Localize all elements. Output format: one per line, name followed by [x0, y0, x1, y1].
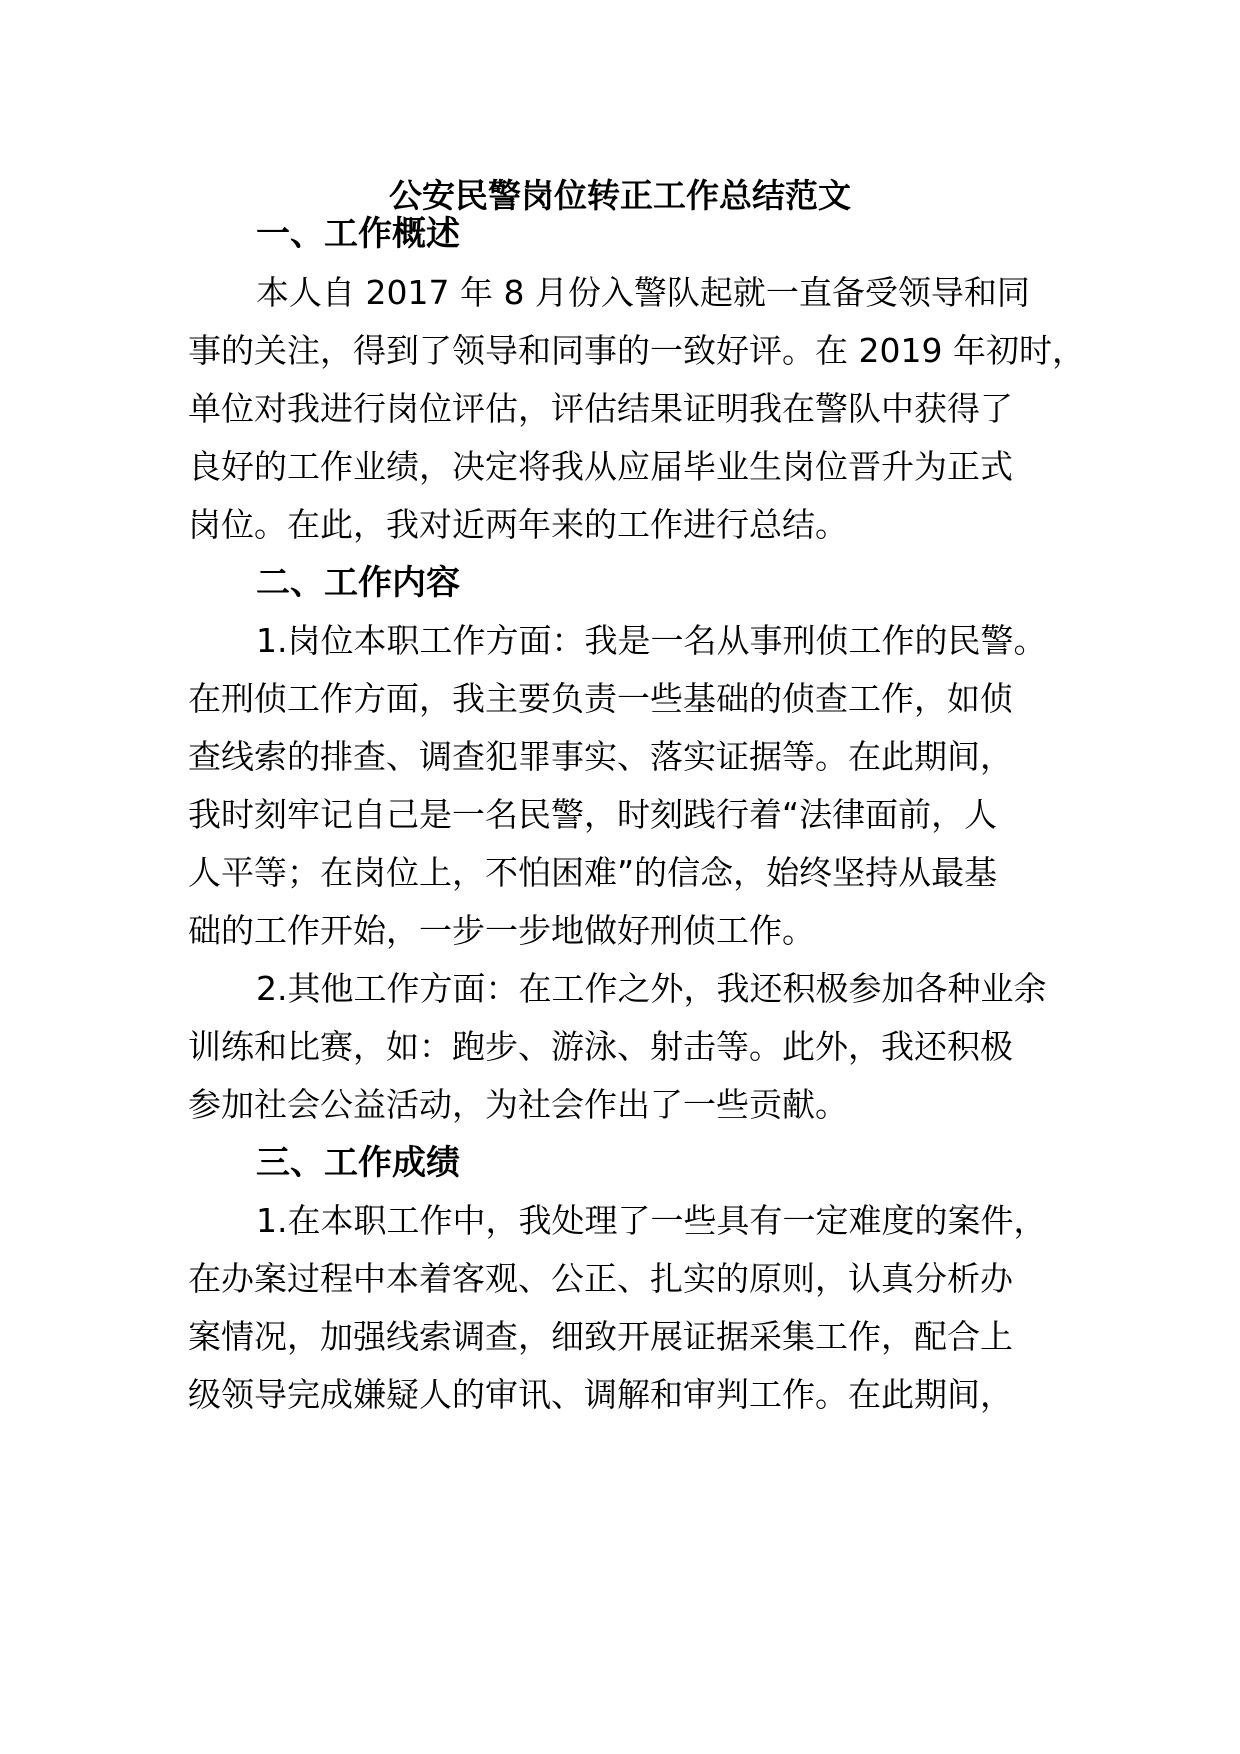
document-title: 公安民警岗位转正工作总结范文	[389, 176, 851, 215]
paragraph-line: 级领导完成嫌疑人的审讯、调解和审判工作。在此期间，	[188, 1375, 1013, 1414]
paragraph-line: 训练和比赛，如：跑步、游泳、射击等。此外，我还积极	[188, 1027, 1013, 1066]
paragraph-line: 人平等；在岗位上，不怕困难”的信念，始终坚持从最基	[188, 853, 998, 892]
paragraph-line: 在刑侦工作方面，我主要负责一些基础的侦查工作，如侦	[188, 679, 1013, 718]
paragraph-line: 单位对我进行岗位评估，评估结果证明我在警队中获得了	[188, 389, 1013, 428]
section-heading-achievements: 三、工作成绩	[256, 1143, 460, 1183]
paragraph-line: 良好的工作业绩，决定将我从应届毕业生岗位晋升为正式	[188, 447, 1013, 486]
paragraph-line: 查线索的排查、调查犯罪事实、落实证据等。在此期间，	[188, 737, 1013, 776]
paragraph-line: 础的工作开始，一步一步地做好刑侦工作。	[188, 911, 815, 950]
paragraph-line: 事的关注，得到了领导和同事的一致好评。在 2019 年初时，	[188, 331, 1085, 370]
paragraph-line: 参加社会公益活动，为社会作出了一些贡献。	[188, 1085, 848, 1124]
paragraph-line: 岗位。在此，我对近两年来的工作进行总结。	[188, 505, 848, 544]
paragraph-line: 我时刻牢记自己是一名民警，时刻践行着“法律面前，人	[188, 795, 998, 834]
paragraph-line: 1.岗位本职工作方面：我是一名从事刑侦工作的民警。	[256, 621, 1047, 660]
paragraph-line: 本人自 2017 年 8 月份入警队起就一直备受领导和同	[256, 273, 1030, 312]
paragraph-line: 2.其他工作方面：在工作之外，我还积极参加各种业余	[256, 969, 1047, 1008]
section-heading-overview: 一、工作概述	[256, 214, 460, 254]
paragraph-line: 在办案过程中本着客观、公正、扎实的原则，认真分析办	[188, 1259, 1013, 1298]
paragraph-line: 1.在本职工作中，我处理了一些具有一定难度的案件，	[256, 1201, 1047, 1240]
section-heading-content: 二、工作内容	[256, 563, 460, 603]
paragraph-line: 案情况，加强线索调查，细致开展证据采集工作，配合上	[188, 1317, 1013, 1356]
